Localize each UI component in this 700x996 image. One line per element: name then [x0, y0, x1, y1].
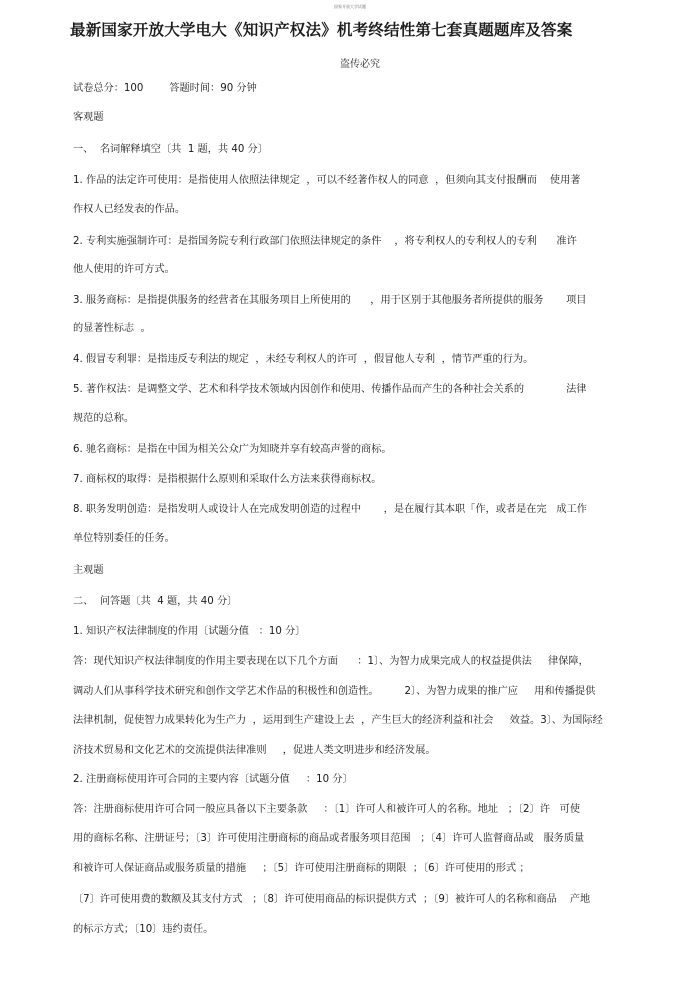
document-subtitle: 盗传必究 — [340, 59, 380, 70]
q3-line2: 的显著性标志 。 — [73, 323, 151, 334]
part2-heading: 二、 问答题〔共 4 题，共 40 分〕 — [73, 596, 238, 607]
q7-line1: 7. 商标权的取得：是指根据什么原则和采取什么方法来获得商标权。 — [73, 474, 382, 485]
a1-line3: 法律机制，促使智力成果转化为生产力 ，运用到生产建设上去 ，产生巨大的经济利益和社会 效益。3〕、为国际经 — [73, 715, 603, 726]
a2-line3: 和被许可人保证商品或服务质量的措施 ；〔5〕许可使用注册商标的期限 ；〔6〕许可使用的形式 ； — [73, 863, 530, 874]
q5-line1: 5. 著作权法：是调整文学、艺术和科学技术领域内因创作和使用、传播作品而产生的各种社会关系的 法律 — [73, 384, 587, 395]
section-objective: 客观题 — [73, 112, 104, 123]
document-title: 最新国家开放大学电大《知识产权法》机考终结性第七套真题题库及答案 — [70, 21, 573, 39]
a1-question: 1. 知识产权法律制度的作用〔试题分值 ：10 分〕 — [73, 626, 306, 637]
q8-line1: 8. 职务发明创造：是指发明人或设计人在完成发明创造的过程中 ，是在履行其本职「作，或者是在完 成工作 — [73, 504, 587, 515]
a2-line4: 〔7〕许可使用费的数额及其支付方式 ；〔8〕许可使用商品的标识提供方式 ；〔9〕被许可人的名称和商品 产地 — [73, 894, 591, 905]
q8-line2: 单位特别委任的任务。 — [73, 533, 175, 544]
q1-line2: 作权人已经发表的作品。 — [73, 204, 186, 215]
a2-line2: 用的商标名称、注册证号；〔3〕许可使用注册商标的商品或者服务项目范围 ；〔4〕许可人监督商品或 服务质量 — [73, 833, 585, 844]
q2-line2: 他人使用的许可方式。 — [73, 264, 175, 275]
a1-line4: 济技术贸易和文化艺术的交流提供法律准则 ，促进人类文明进步和经济发展。 — [73, 745, 436, 756]
a2-line1: 答：注册商标使用许可合同一般应具备以下主要条款 ：〔1〕许可人和被许可人的名称。地址 ；〔2〕许 可使 — [73, 804, 581, 815]
q5-line2: 规范的总称。 — [73, 413, 135, 424]
watermark-text: 国家开放大学试题 — [334, 4, 366, 9]
q3-line1: 3. 服务商标：是指提供服务的经营者在其服务项目上所使用的 ，用于区别于其他服务者所提供的服务 项目 — [73, 295, 587, 306]
q2-line1: 2. 专利实施强制许可：是指国务院专利行政部门依照法律规定的条件 ，将专利权人的专利权人的专利 准许 — [73, 236, 577, 247]
a1-line2: 调动人们从事科学技术研究和创作文学艺术作品的积极性和创造性。 2〕、为智力成果的推广应 用和传播提供 — [73, 686, 596, 697]
part1-heading: 一、 名词解释填空〔共 1 题，共 40 分〕 — [73, 144, 268, 155]
section-subjective: 主观题 — [73, 565, 104, 576]
a1-line1: 答：现代知识产权法律制度的作用主要表现在以下几个方面 ：1〕、为智力成果完成人的权益提供法 律保障， — [73, 656, 589, 667]
q6-line1: 6. 驰名商标：是指在中国为相关公众广为知晓并享有较高声誉的商标。 — [73, 444, 392, 455]
q1-line1: 1. 作品的法定许可使用：是指使用人依照法律规定 ，可以不经著作权人的同意 ，但须向其支付报酬而 使用著 — [73, 175, 581, 186]
score-time-line: 试卷总分：100 答题时间：90 分钟 — [73, 83, 257, 94]
q4-line1: 4. 假冒专利罪：是指违反专利法的规定 ，未经专利权人的许可 ，假冒他人专利 ，情节严重的行为。 — [73, 354, 534, 365]
a2-line5: 的标示方式；〔10〕违约责任。 — [73, 924, 214, 935]
a2-question: 2. 注册商标使用许可合同的主要内容〔试题分值 ：10 分〕 — [73, 774, 353, 785]
